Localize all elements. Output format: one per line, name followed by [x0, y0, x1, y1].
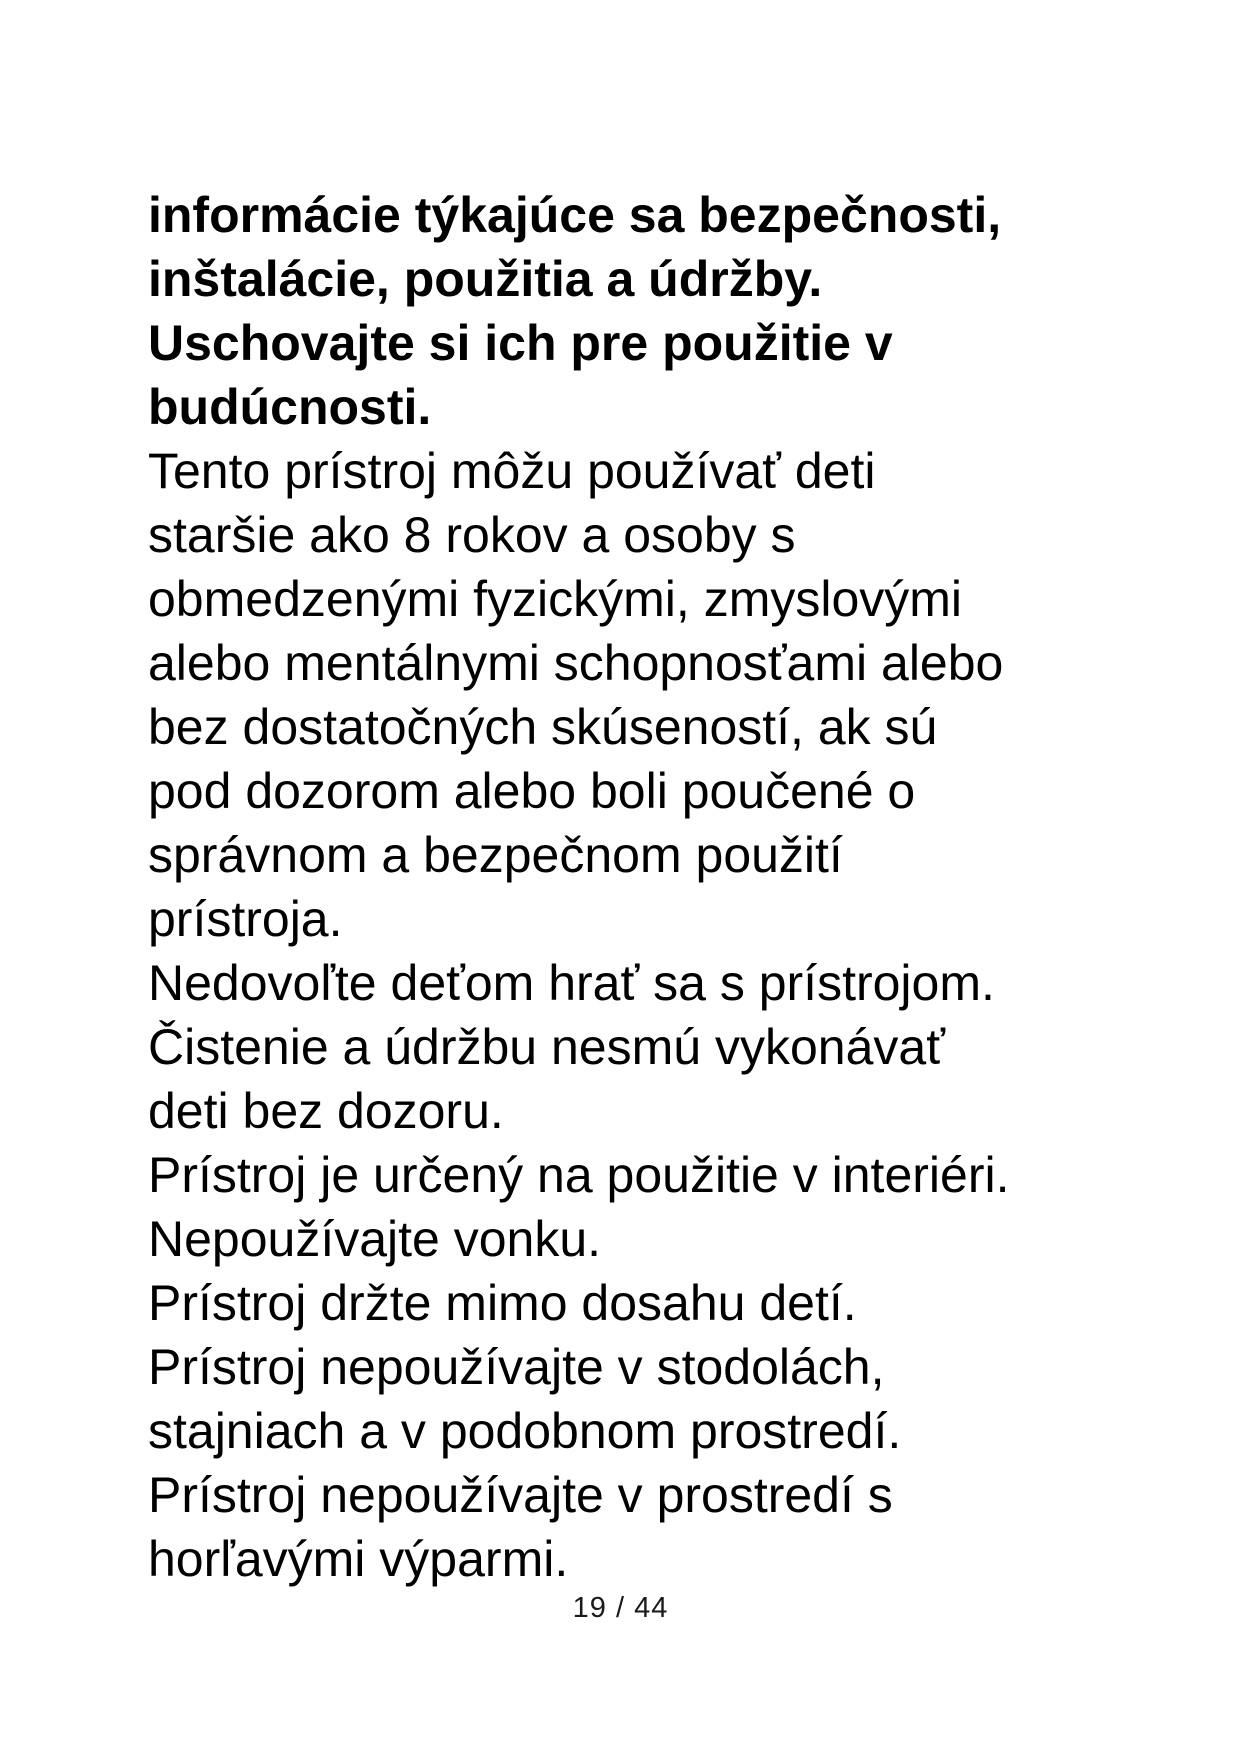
text-line: staršie ako 8 rokov a osoby s: [148, 507, 796, 563]
text-line-bold: Uschovajte si ich pre použitie v: [148, 315, 893, 371]
text-line: deti bez dozoru.: [148, 1083, 504, 1139]
text-line: Čistenie a údržbu nesmú vykonávať: [148, 1019, 945, 1075]
text-line: stajniach a v podobnom prostredí.: [148, 1403, 902, 1459]
text-line-bold: inštalácie, použitia a údržby.: [148, 251, 823, 307]
text-line: Prístroj nepoužívajte v prostredí s: [148, 1467, 893, 1523]
text-line-bold: budúcnosti.: [148, 379, 432, 435]
text-line: alebo mentálnymi schopnosťami alebo: [148, 635, 1004, 691]
text-line: správnom a bezpečnom použití: [148, 827, 843, 883]
text-line: Tento prístroj môžu používať deti: [148, 443, 876, 499]
page-number: 19 / 44: [572, 1592, 669, 1624]
text-line: pod dozorom alebo boli poučené o: [148, 763, 916, 819]
text-line: Prístroj držte mimo dosahu detí.: [148, 1275, 857, 1331]
text-line: prístroja.: [148, 891, 343, 947]
text-line: horľavými výparmi.: [148, 1531, 569, 1587]
page-body-text: [148, 183, 1108, 1591]
text-line: Prístroj je určený na použitie v interiéri.: [148, 1147, 1010, 1203]
text-line: obmedzenými fyzickými, zmyslovými: [148, 571, 963, 627]
text-line-bold: informácie týkajúce sa bezpečnosti,: [148, 187, 1002, 243]
text-line: bez dostatočných skúseností, ak sú: [148, 699, 938, 755]
text-line: Nepoužívajte vonku.: [148, 1211, 602, 1267]
text-line: Prístroj nepoužívajte v stodolách,: [148, 1339, 885, 1395]
text-line: Nedovoľte deťom hrať sa s prístrojom.: [148, 955, 995, 1011]
